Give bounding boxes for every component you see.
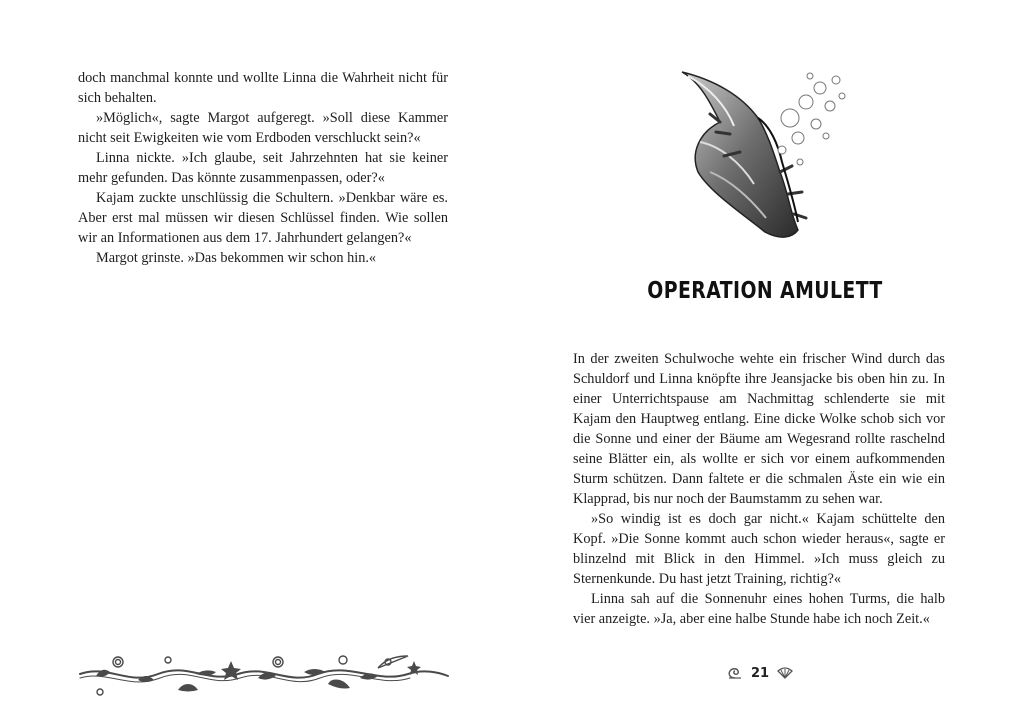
paragraph: In der zweiten Schulwoche wehte ein frischer Wind durch das Schuldorf und Linna knöpfte ihre Jeansjacke bis oben hin zu. In einer Unterrichtspause am Nachmittag schlenderte sie mit Kajam den Hauptweg entlang. Eine dicke Wolke schob sich vor die Sonne und einer der Bäume am Wegesrand rollte raschelnd seine Blätter ein, als wollte er sich vor einem aufkommenden Sturm schützen. Dann faltete er die schmalen Äste ein wie ein Klapprad, bis nur noch der Baumstamm zu sehen war. xyxy=(573,351,945,507)
paragraph: »So windig ist es doch gar nicht.« Kajam schüttelte den Kopf. »Die Sonne kommt auch schon wieder heraus«, sagte er blinzelnd mit Blick in den Himmel. »Ich muss gleich zu Sternenkunde. Du hast jetzt Training, richtig?« xyxy=(573,511,945,587)
paragraph: Linna sah auf die Sonnenuhr eines hohen Turms, die halb vier anzeigte. »Ja, aber eine halbe Stunde habe ich noch Zeit.« xyxy=(573,591,945,627)
sea-life-vine-border-icon xyxy=(78,644,450,698)
folio xyxy=(720,660,800,686)
snail-shell-icon xyxy=(727,666,743,680)
page-number: 21 xyxy=(750,665,770,681)
chapter-title: OPERATION AMULETT xyxy=(647,278,883,304)
paragraph: Kajam zuckte unschlüssig die Schultern. »Denkbar wäre es. Aber erst mal müssen wir diesen Schlüssel finden. Wie sollen wir an Informationen aus dem 17. Jahrhundert gelangen?« xyxy=(78,190,448,246)
paragraph: »Möglich«, sagte Margot aufgeregt. »Soll diese Kammer nicht seit Ewigkeiten wie vom Erdboden verschluckt sein?« xyxy=(78,110,448,146)
left-page-text xyxy=(78,68,448,268)
right-page-text xyxy=(573,349,945,629)
right-page xyxy=(510,0,1020,721)
paragraph: doch manchmal konnte und wollte Linna die Wahrheit nicht für sich behalten. xyxy=(78,70,448,106)
paragraph: Linna nickte. »Ich glaube, seit Jahrzehnten hat sie keiner mehr gefunden. Das könnte zusammenpassen, oder?« xyxy=(78,150,448,186)
scallop-shell-icon xyxy=(777,666,793,680)
paragraph: Margot grinste. »Das bekommen wir schon hin.« xyxy=(96,250,377,266)
conch-shell-with-bubbles-icon xyxy=(670,62,850,252)
